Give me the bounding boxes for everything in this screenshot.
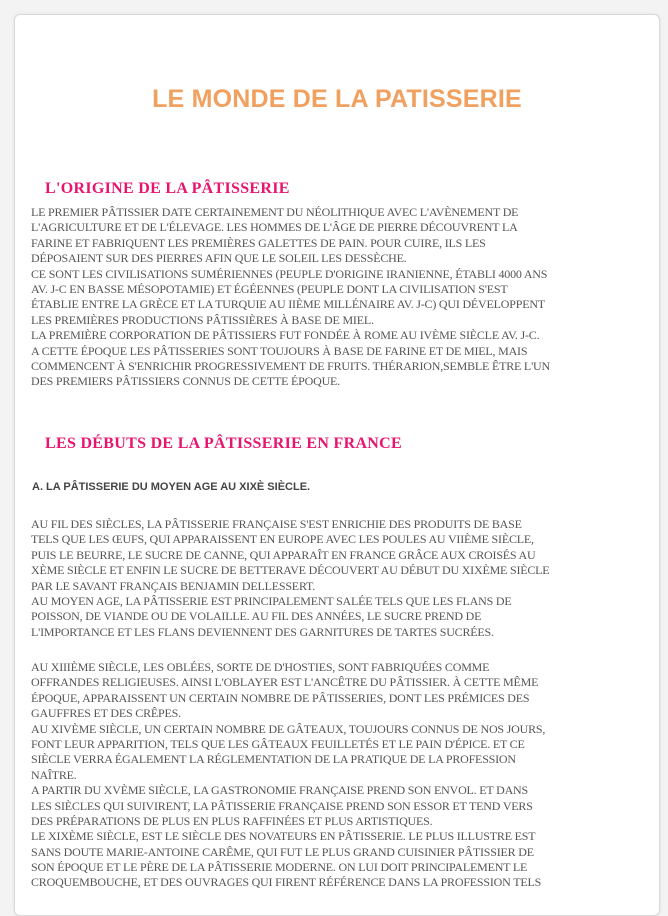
debuts-paragraph-1 — [31, 517, 647, 640]
text-line: CROQUEMBOUCHE, ET DES OUVRAGES QUI FIRENT RÉFÉRENCE DANS LA PROFESSION TELS — [31, 875, 542, 890]
text-line: ÉTABLIE ENTRE LA GRÈCE ET LA TURQUIE AU IIÈME MILLÉNAIRE AV. J-C) QUI DÉVELOPPENT — [31, 297, 545, 312]
text-line: DÉPOSAIENT SUR DES PIERRES AFIN QUE LE SOLEIL LES DESSÈCHE. — [31, 251, 407, 266]
text-line: LE XIXÈME SIÈCLE, EST LE SIÈCLE DES NOVATEURS EN PÂTISSERIE. LE PLUS ILLUSTRE EST — [31, 829, 536, 844]
text-line: DES PREMIERS PÂTISSIERS CONNUS DE CETTE ÉPOQUE. — [31, 374, 340, 389]
text-line: LES SIÈCLES QUI SUIVIRENT, LA PÂTISSERIE FRANÇAISE PREND SON ESSOR ET TEND VERS — [31, 798, 533, 813]
text-line: AV. J-C EN BASSE MÉSOPOTAMIE) ET ÉGÉENNES (PEUPLE DONT LA CIVILISATION S'EST — [31, 281, 508, 296]
text-line: L'IMPORTANCE ET LES FLANS DEVIENNENT DES GARNITURES DE TARTES SUCRÉES. — [31, 624, 494, 639]
text-line: SON ÉPOQUE ET LE PÈRE DE LA PÂTISSERIE MODERNE. ON LUI DOIT PRINCIPALEMENT LE — [31, 860, 528, 875]
text-line: COMMENCENT À S'ENRICHIR PROGRESSIVEMENT DE FRUITS. THÉRARION,SEMBLE ÊTRE L'UN — [31, 358, 550, 373]
text-line: LA PREMIÈRE CORPORATION DE PÂTISSIERS FUT FONDÉE À ROME AU IVÈME SIÈCLE AV. J-C. — [31, 328, 540, 343]
text-line: AU FIL DES SIÈCLES, LA PÂTISSERIE FRANÇAISE S'EST ENRICHIE DES PRODUITS DE BASE — [31, 517, 522, 531]
text-line: AU XIVÈME SIÈCLE, UN CERTAIN NOMBRE DE GÂTEAUX, TOUJOURS CONNUS DE NOS JOURS, — [31, 721, 546, 736]
debuts-paragraph-2 — [31, 660, 647, 891]
text-line: PUIS LE BEURRE, LE SUCRE DE CANNE, QUI APPARAÎT EN FRANCE GRÂCE AUX CROISÉS AU — [31, 547, 536, 562]
origine-paragraph — [31, 205, 647, 390]
text-line: FARINE ET FABRIQUENT LES PREMIÈRES GALETTES DE PAIN. POUR CUIRE, ILS LES — [31, 235, 486, 250]
page-title: LE MONDE DE LA PATISSERIE — [152, 85, 522, 113]
text-line: A PARTIR DU XVÈME SIÈCLE, LA GASTRONOMIE FRANÇAISE PREND SON ENVOL. ET DANS — [31, 783, 528, 798]
text-line: SIÈCLE VERRA ÉGALEMENT LA RÉGLEMENTATION DE LA PRATIQUE DE LA PROFESSION — [31, 752, 516, 767]
text-line: AU MOYEN AGE, LA PÂTISSERIE EST PRINCIPALEMENT SALÉE TELS QUE LES FLANS DE — [31, 593, 512, 608]
text-line: PAR LE SAVANT FRANÇAIS BENJAMIN DELLESSERT. — [31, 578, 316, 593]
text-line: SANS DOUTE MARIE-ANTOINE CARÊME, QUI FUT LE PLUS GRAND CUISINIER PÂTISSIER DE — [31, 844, 534, 859]
subsection-heading-moyen-age: A. LA PÂTISSERIE DU MOYEN AGE AU XIXÈ SIÈCLE. — [32, 481, 311, 493]
text-line: GAUFFRES ET DES CRÊPES. — [31, 706, 181, 721]
text-line: NAÎTRE. — [31, 767, 77, 782]
text-line: CE SONT LES CIVILISATIONS SUMÉRIENNES (PEUPLE D'ORIGINE IRANIENNE, ÉTABLI 4000 ANS — [31, 266, 548, 281]
section-heading-debuts: LES DÉBUTS DE LA PÂTISSERIE EN FRANCE — [45, 435, 402, 452]
text-line: OFFRANDES RELIGIEUSES. AINSI L'OBLAYER EST L'ANCÊTRE DU PÂTISSIER. À CETTE MÊME — [31, 675, 539, 690]
text-line: A CETTE ÉPOQUE LES PÂTISSERIES SONT TOUJOURS À BASE DE FARINE ET DE MIEL, MAIS — [31, 343, 528, 358]
text-line: AU XIIIÈME SIÈCLE, LES OBLÉES, SORTE DE D'HOSTIES, SONT FABRIQUÉES COMME — [31, 660, 490, 674]
text-line: DES PRÉPARATIONS DE PLUS EN PLUS RAFFINÉES ET PLUS ARTISTIQUES. — [31, 813, 433, 828]
text-line: LE PREMIER PÂTISSIER DATE CERTAINEMENT DU NÉOLITHIQUE AVEC L'AVÈNEMENT DE — [31, 205, 519, 219]
document-page — [14, 14, 660, 916]
text-line: L'AGRICULTURE ET DE L'ÉLEVAGE. LES HOMMES DE L'ÂGE DE PIERRE DÉCOUVRENT LA — [31, 220, 518, 235]
text-line: FONT LEUR APPARITION, TELS QUE LES GÂTEAUX FEUILLETÉS ET LE PAIN D'ÉPICE. ET CE — [31, 736, 525, 751]
section-heading-origine: L'ORIGINE DE LA PÂTISSERIE — [45, 180, 290, 197]
text-line: TELS QUE LES ŒUFS, QUI APPARAISSENT EN EUROPE AVEC LES POULES AU VIIÈME SIÈCLE, — [31, 532, 534, 547]
text-line: ÉPOQUE, APPARAISSENT UN CERTAIN NOMBRE DE PÂTISSERIES, DONT LES PRÉMICES DES — [31, 690, 530, 705]
text-line: POISSON, DE VIANDE OU DE VOLAILLE. AU FIL DES ANNÉES, LE SUCRE PREND DE — [31, 609, 482, 624]
text-line: LES PREMIÈRES PRODUCTIONS PÂTISSIÈRES À BASE DE MIEL. — [31, 312, 374, 327]
text-line: XÈME SIÈCLE ET ENFIN LE SUCRE DE BETTERAVE DÉCOUVERT AU DÉBUT DU XIXÈME SIÈCLE — [31, 563, 550, 578]
